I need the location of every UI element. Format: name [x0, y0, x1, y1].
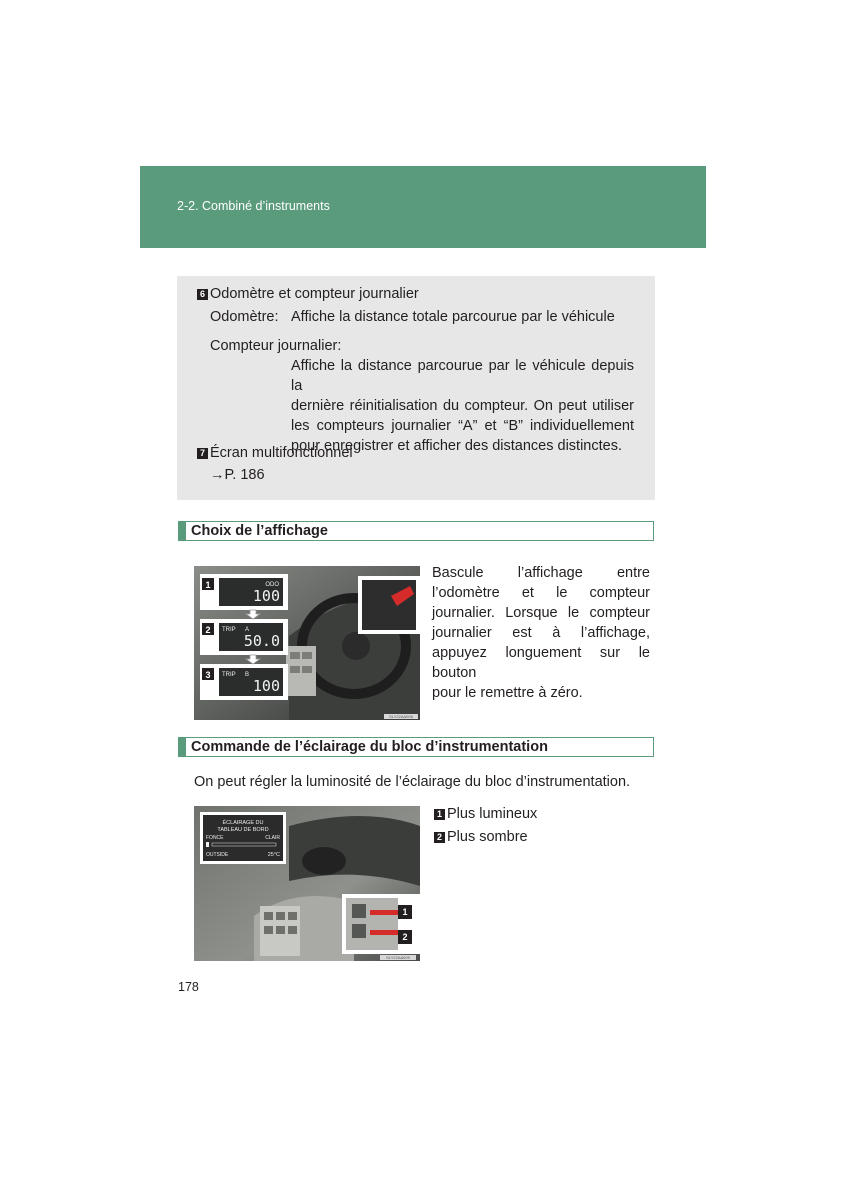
section1-text: [432, 563, 650, 703]
odometer-illustration: [194, 566, 420, 720]
trip-desc-line: Affiche la distance parcourue par le véhicule depuis la: [291, 358, 634, 394]
chapter-header: [140, 166, 706, 248]
list-item: [434, 804, 537, 824]
trip-label: Compteur journalier:: [210, 338, 342, 354]
display-label: ODO: [265, 582, 279, 588]
dark-label: FONCE: [206, 835, 224, 841]
bright-label: CLAIR: [265, 835, 280, 841]
section1-text-line: Bascule l’affichage entre: [432, 565, 650, 581]
section1-text-line: l’odomètre et le compteur: [432, 585, 650, 601]
list-item-label: Plus sombre: [447, 829, 528, 845]
section1-text-line: appuyez longuement sur le bouton: [432, 645, 650, 681]
trip-desc-line: pour enregistrer et afficher des distances distinctes.: [291, 438, 622, 454]
display-value: 100: [252, 587, 280, 605]
section1-text-line: pour le remettre à zéro.: [432, 685, 583, 701]
item-7: [197, 443, 353, 463]
display-badge: A: [245, 627, 250, 633]
section1-text-line: journalier. Lorsque le compteur: [432, 605, 650, 621]
trip-desc-line: dernière réinitialisation du compteur. On peut utiliser: [291, 398, 634, 414]
list-item-label: Plus lumineux: [447, 806, 538, 822]
dashboard-photo: [194, 566, 420, 720]
trip-desc-line: les compteurs journalier “A” et “B” individuellement: [291, 418, 634, 434]
display-badge: B: [245, 672, 250, 678]
item-6-title: Odomètre et compteur journalier: [210, 286, 419, 302]
section-title: 2-2. Combiné d’instruments: [177, 199, 330, 213]
number-badge: 7: [197, 448, 208, 459]
outside-label: OUTSIDE: [206, 852, 229, 858]
screen-title: ÉCLAIRAGE DU: [222, 820, 264, 826]
image-code: SLY22AA009: [386, 955, 410, 960]
section-heading-text: Choix de l’affichage: [191, 523, 328, 539]
section2-intro: On peut régler la luminosité de l’éclairage du bloc d’instrumentation.: [194, 774, 631, 790]
callout-number: 2: [205, 625, 211, 635]
section1-text-line: journalier est à l’affichage,: [432, 625, 650, 641]
image-code: SLY22AA008: [389, 714, 413, 719]
page-reference: →P. 186: [210, 467, 265, 483]
list-item: [434, 827, 528, 847]
display-value: 50.0: [243, 632, 280, 650]
display-label: TRIP: [222, 672, 236, 678]
callout-number: 1: [402, 907, 408, 917]
section-heading: [178, 521, 654, 541]
odometer-desc: Affiche la distance totale parcourue par le véhicule: [291, 309, 615, 325]
odometer-label: Odomètre:: [210, 309, 279, 325]
display-label: TRIP: [222, 627, 236, 633]
number-badge: 1: [434, 809, 445, 820]
dashboard-photo: [194, 806, 420, 961]
screen-title: TABLEAU DE BORD: [217, 827, 269, 833]
item-6: [197, 284, 419, 304]
item-7-title: Écran multifonctionnel: [210, 445, 353, 461]
lighting-illustration: [194, 806, 420, 961]
callout-number: 1: [205, 580, 211, 590]
callout-number: 2: [402, 932, 408, 942]
display-value: 100: [252, 677, 280, 695]
section-heading-text: Commande de l’éclairage du bloc d’instrumentation: [191, 739, 548, 755]
number-badge: 6: [197, 289, 208, 300]
outside-value: 25°C: [267, 852, 280, 858]
section-heading: [178, 737, 654, 757]
page-number: 178: [178, 980, 199, 994]
trip-desc: [291, 356, 634, 456]
number-badge: 2: [434, 832, 445, 843]
callout-number: 3: [205, 670, 211, 680]
